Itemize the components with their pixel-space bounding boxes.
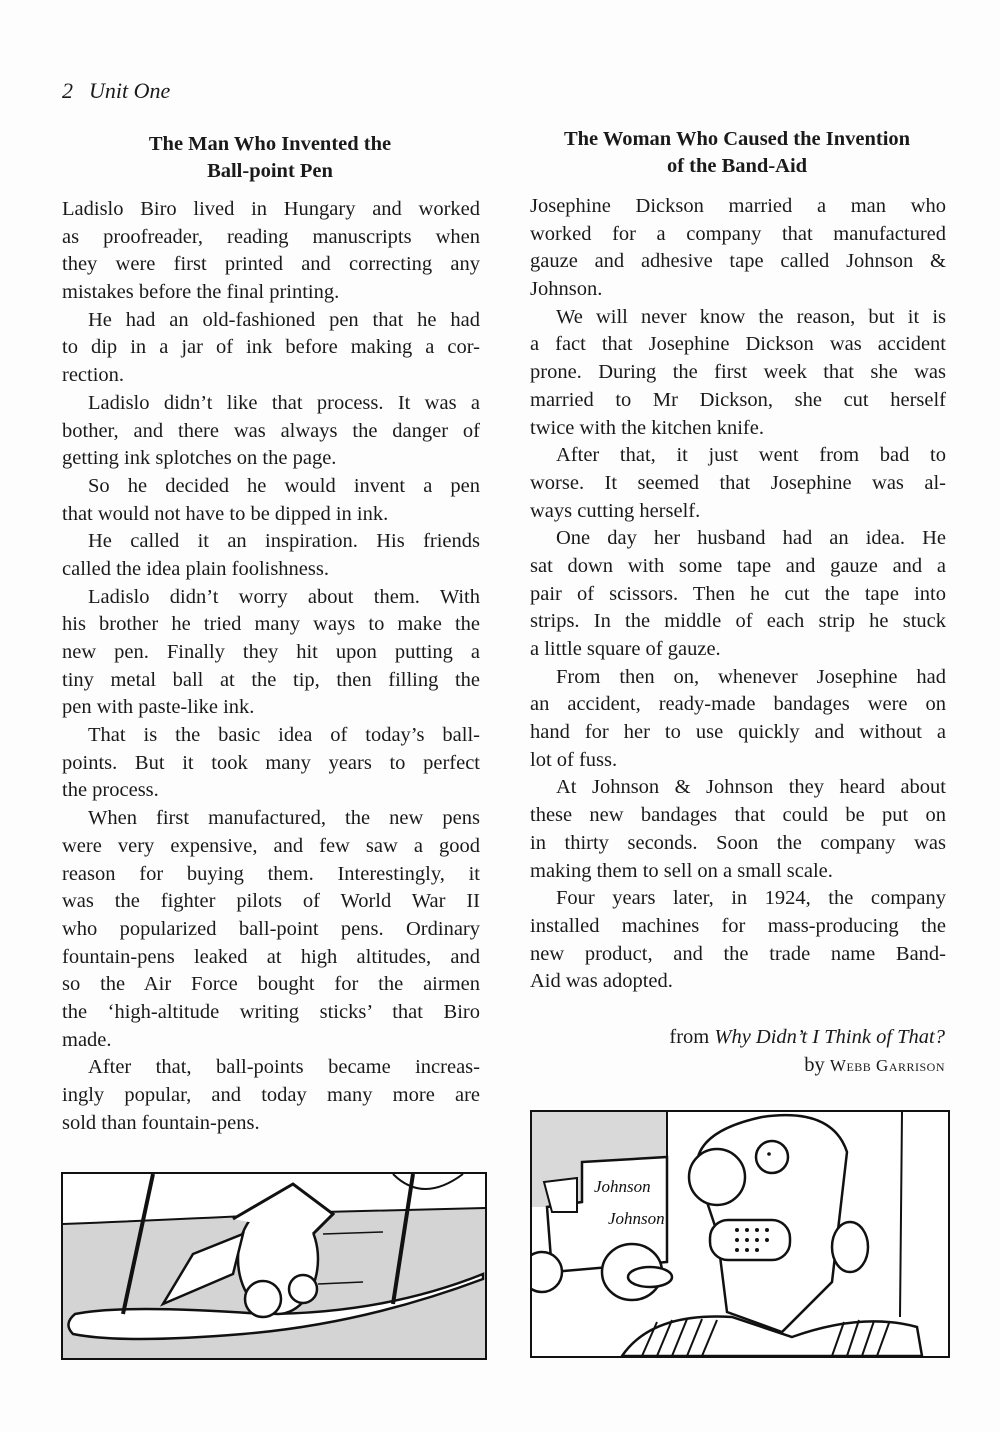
text-line: his brother he tried many ways to make the [62, 613, 480, 636]
text-line: Josephine Dickson married a man who [530, 195, 946, 217]
left-article-title [50, 131, 490, 185]
paragraph [530, 442, 946, 525]
title-line: The Man Who Invented the [148, 133, 392, 155]
text-line: pen with paste-like ink. [62, 696, 255, 719]
text-line: Johnson. [530, 278, 603, 301]
paragraph [62, 722, 480, 805]
text-line: as proofreader, reading manuscripts when [62, 225, 480, 248]
running-head [62, 78, 186, 104]
text-line: Aid was adopted. [530, 970, 673, 993]
text-line: married to Mr Dickson, she cut herself [530, 388, 946, 411]
text-line: installed machines for mass-producing the [530, 914, 946, 937]
truck-sign-line: Johnson [594, 1177, 651, 1196]
author-attribution [804, 1054, 945, 1077]
text-line: in thirty seconds. Soon the company was [530, 831, 946, 854]
paragraph [62, 196, 480, 307]
paragraph [62, 805, 480, 1054]
text-line: mistakes before the final printing. [62, 281, 340, 304]
text-line: that would not have to be dipped in ink. [62, 502, 389, 525]
right-article-title [517, 126, 957, 180]
text-line: Ladislo didn’t like that process. It was a [88, 391, 480, 414]
text-line: That is the basic idea of today’s ball- [88, 724, 480, 747]
text-line: getting ink splotches on the page. [62, 447, 337, 470]
paragraph [530, 525, 946, 663]
text-line: were very expensive, and few saw a good [62, 834, 480, 857]
text-line: a fact that Josephine Dickson was accident [530, 333, 946, 356]
paragraph [530, 193, 946, 304]
text-line: making them to sell on a small scale. [530, 859, 833, 882]
text-line: strips. In the middle of each strip he stuck [530, 610, 946, 633]
text-line: sold than fountain-pens. [62, 1111, 260, 1134]
text-line: pair of scissors. Then he cut the tape into [530, 582, 946, 605]
text-line: bother, and there was always the danger of [62, 419, 480, 442]
paragraph [62, 1054, 480, 1137]
text-line: Ladislo Biro lived in Hungary and worked [62, 198, 480, 220]
paragraph [530, 304, 946, 442]
text-line: worked for a company that manufactured [530, 222, 946, 245]
source-attribution [669, 1026, 945, 1049]
text-line: so the Air Force bought for the airmen [62, 973, 480, 996]
text-line: gauze and adhesive tape called Johnson & [530, 250, 946, 273]
text-line: new product, and the trade name Band- [530, 942, 946, 965]
author-name: Webb Garrison [829, 1056, 945, 1075]
left-article-body [62, 196, 480, 1137]
text-line: Four years later, in 1924, the company [556, 887, 946, 910]
text-line: fountain-pens leaked at high altitudes, and [62, 945, 480, 968]
text-line: to dip in a jar of ink before making a cor- [62, 336, 480, 359]
paragraph [530, 885, 946, 996]
truck-sign-line: Johnson [608, 1209, 665, 1228]
text-line: At Johnson & Johnson they heard about [556, 776, 946, 799]
text-line: prone. During the first week that she was [530, 361, 946, 384]
text-line: tiny metal ball at the tip, then filling the [62, 668, 480, 691]
text-line: lot of fuss. [530, 748, 618, 771]
right-article-body [530, 193, 946, 996]
title-line: The Woman Who Caused the Invention [563, 128, 911, 150]
text-line: twice with the kitchen knife. [530, 416, 764, 439]
text-line: the ‘high-altitude writing sticks’ that Biro [62, 1000, 480, 1023]
text-line: was the fighter pilots of World War II [62, 890, 480, 913]
text-line: they were first printed and correcting any [62, 253, 480, 276]
text-line: rection. [62, 364, 125, 387]
text-line: sat down with some tape and gauze and a [530, 554, 946, 577]
text-line: ingly popular, and today many more are [62, 1084, 480, 1106]
text-line: When first manufactured, the new pens [88, 807, 480, 830]
text-line: new pen. Finally they hit upon putting a [62, 641, 480, 663]
text-line: After that, it just went from bad to [556, 444, 946, 467]
band-aid-cartoon [530, 1110, 950, 1358]
text-line: hand for her to use quickly and without a [530, 721, 946, 744]
text-line: reason for buying them. Interestingly, it [62, 862, 480, 885]
title-line: Ball-point Pen [207, 160, 333, 182]
ballpoint-pilot-cartoon [61, 1172, 487, 1360]
text-line: these new bandages that could be put on [530, 804, 946, 827]
paragraph [62, 473, 480, 528]
title-line: of the Band-Aid [666, 155, 808, 177]
text-line: Ladislo didn’t worry about them. With [88, 585, 480, 608]
text-line: We will never know the reason, but it is [556, 305, 946, 328]
paragraph [62, 390, 480, 473]
paragraph [530, 664, 946, 775]
paragraph [62, 307, 480, 390]
text-line: After that, ball-points became increas- [88, 1056, 480, 1079]
text-line: worse. It seemed that Josephine was al- [530, 471, 946, 494]
paragraph [62, 528, 480, 583]
unit-title: Unit One [89, 78, 171, 103]
text-line: a little square of gauze. [530, 638, 721, 660]
source-title: Why Didn’t I Think of That? [714, 1026, 945, 1048]
paragraph [530, 774, 946, 885]
page-number: 2 [62, 78, 73, 103]
text-line: points. But it took many years to perfect [62, 751, 480, 774]
text-line: One day her husband had an idea. He [556, 527, 946, 550]
text-line: who popularized ball-point pens. Ordinary [62, 917, 480, 940]
text-line: ways cutting herself. [530, 499, 701, 522]
text-line: called the idea plain foolishness. [62, 557, 329, 580]
text-line: made. [62, 1028, 112, 1051]
text-line: So he decided he would invent a pen [88, 474, 480, 497]
text-line: From then on, whenever Josephine had [556, 665, 946, 688]
text-line: He called it an inspiration. His friends [88, 530, 480, 553]
text-line: an accident, ready-made bandages were on [530, 693, 946, 716]
paragraph [62, 584, 480, 722]
text-line: He had an old-fashioned pen that he had [88, 308, 480, 331]
author-prefix: by [804, 1054, 825, 1076]
text-line: the process. [62, 779, 159, 802]
source-prefix: from [669, 1026, 710, 1048]
